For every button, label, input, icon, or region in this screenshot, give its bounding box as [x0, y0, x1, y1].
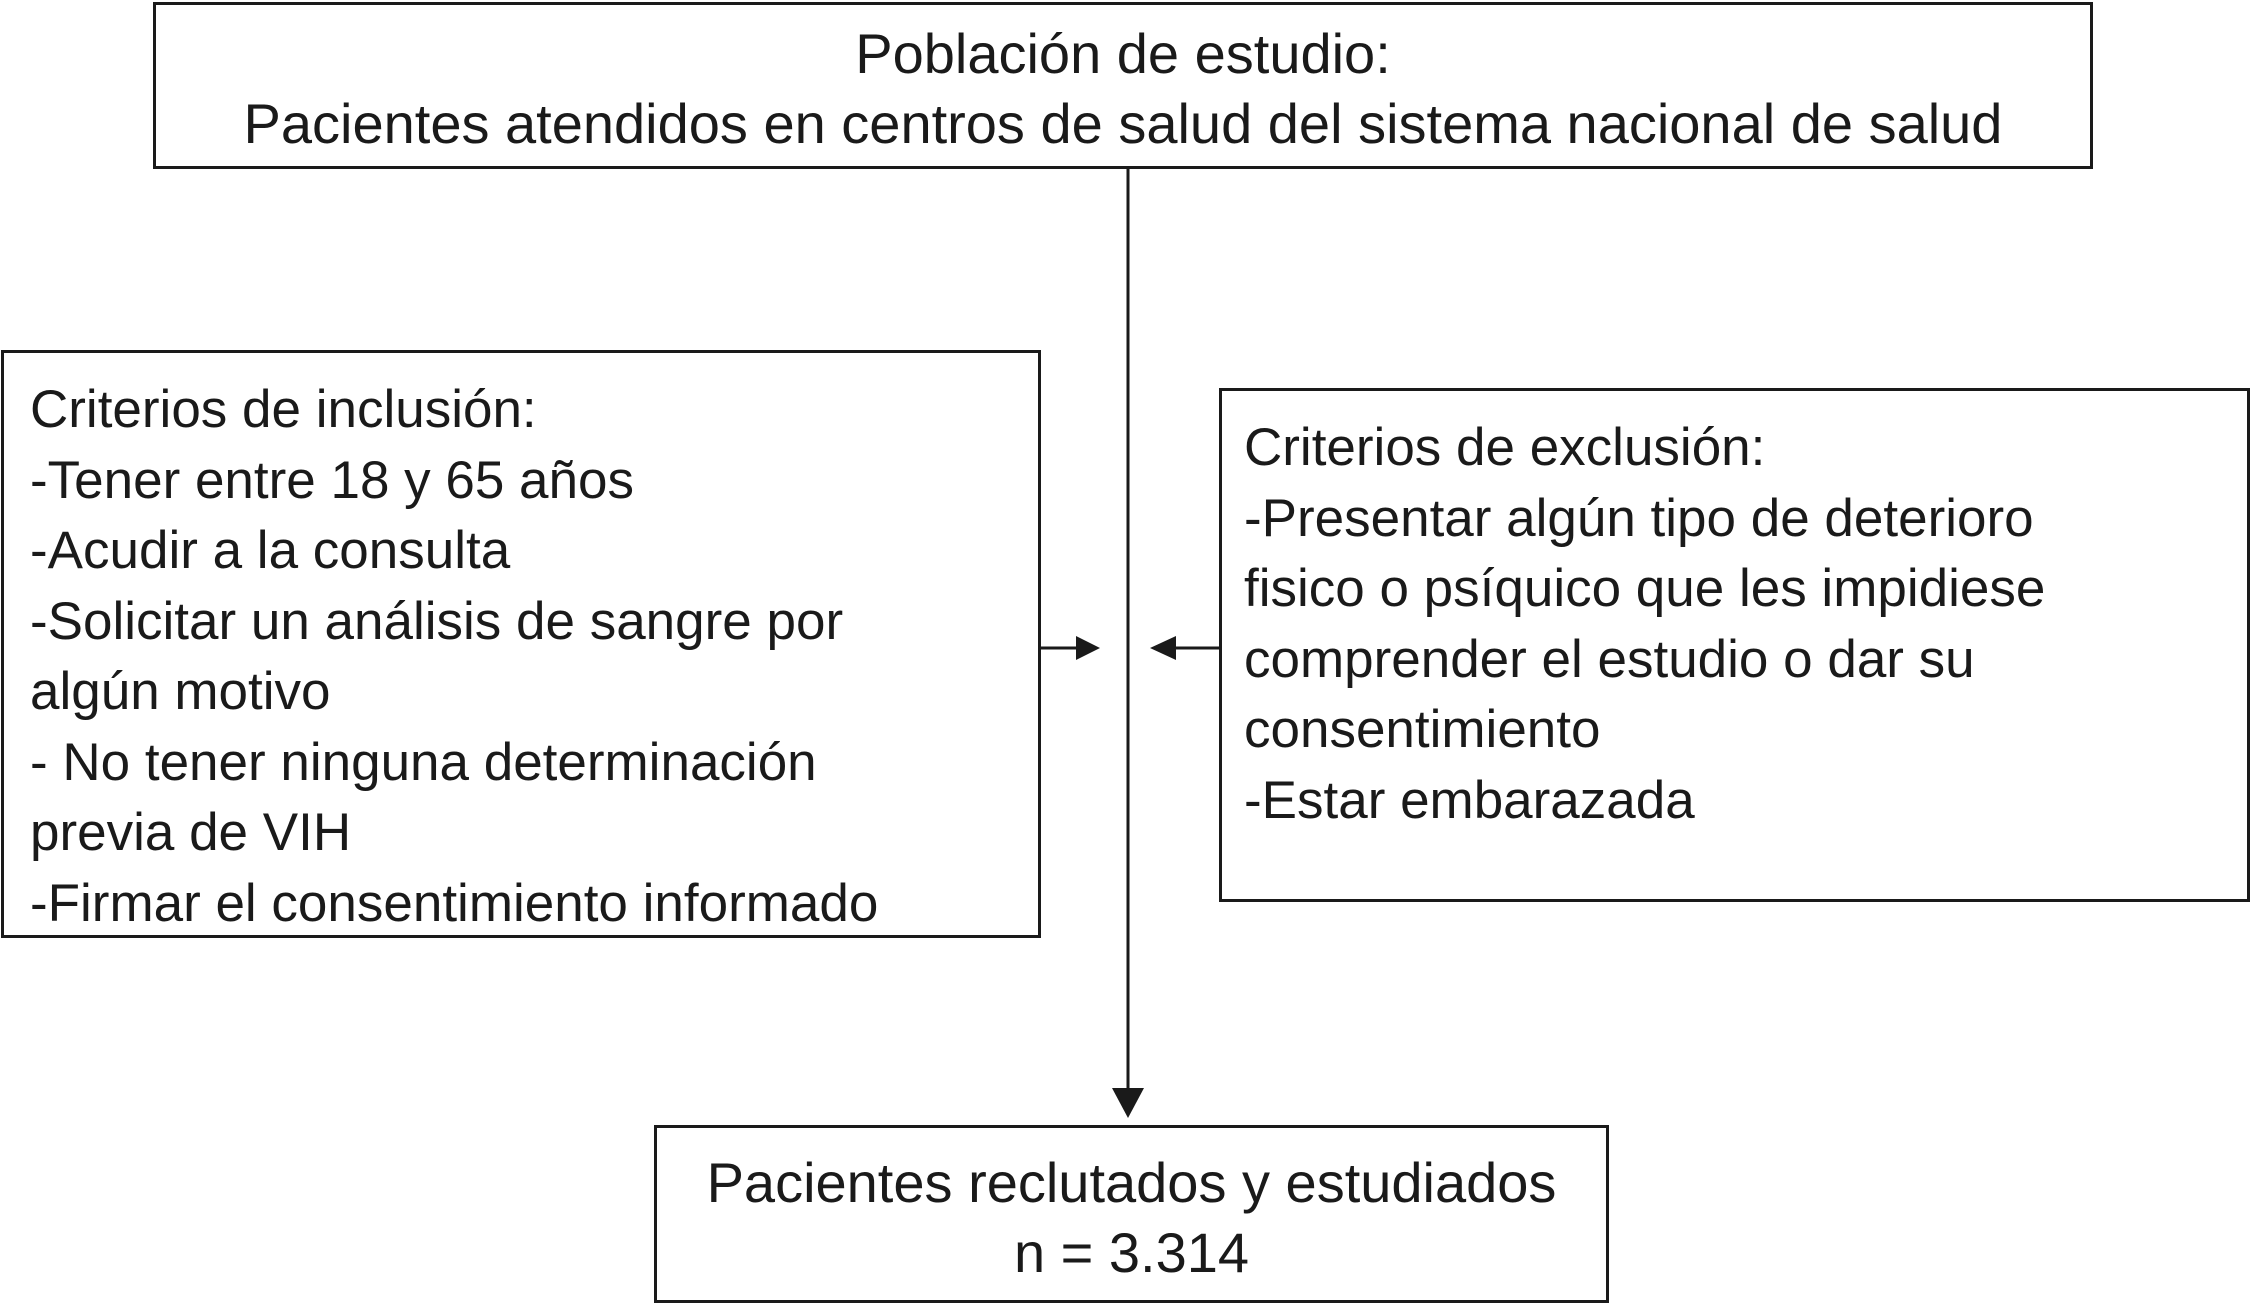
inclusion-criterion-continued: algún motivo — [30, 662, 331, 721]
exclusion-criteria-box — [1219, 388, 2250, 902]
inclusion-criterion: -Solicitar un análisis de sangre por — [30, 591, 844, 651]
population-title: Población de estudio: — [855, 22, 1391, 85]
exclusion-title: Criterios de exclusión: — [1244, 418, 1766, 477]
recruited-patients-box — [654, 1125, 1609, 1303]
main-flow-arrowhead — [1112, 1088, 1144, 1118]
exclusion-criterion-continued: fisico o psíquico que les impidiese — [1244, 559, 2046, 618]
study-population-box — [153, 2, 2093, 169]
exclusion-criterion-continued: consentimiento — [1244, 700, 1601, 759]
inclusion-criterion: -Acudir a la consulta — [30, 521, 511, 580]
population-description: Pacientes atendidos en centros de salud del sistema nacional de salud — [243, 92, 2003, 155]
inclusion-criterion: -Tener entre 18 y 65 años — [30, 450, 634, 510]
inclusion-criterion-continued: previa de VIH — [30, 803, 352, 862]
inclusion-arrowhead — [1076, 636, 1100, 660]
inclusion-criterion: - No tener ninguna determinación — [30, 732, 817, 792]
exclusion-arrowhead — [1150, 636, 1176, 660]
inclusion-criteria-box — [1, 350, 1041, 938]
exclusion-criterion: -Presentar algún tipo de deterioro — [1244, 488, 2034, 548]
inclusion-title: Criterios de inclusión: — [30, 380, 537, 439]
result-title: Pacientes reclutados y estudiados — [706, 1151, 1557, 1214]
exclusion-criterion: -Estar embarazada — [1244, 770, 1695, 830]
result-count: n = 3.314 — [1013, 1221, 1250, 1284]
exclusion-criterion-continued: comprender el estudio o dar su — [1244, 629, 1975, 689]
inclusion-criterion: -Firmar el consentimiento informado — [30, 873, 879, 933]
